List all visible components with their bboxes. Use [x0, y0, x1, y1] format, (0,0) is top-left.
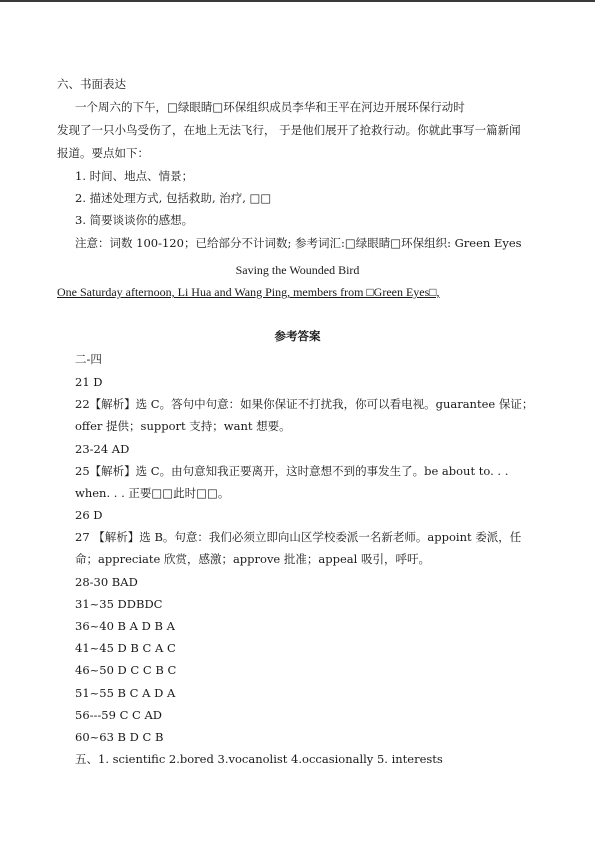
writing-note: 注意：词数 100-120；已给部分不计词数; 参考词汇:□绿眼睛□环保组织: Green Eyes	[75, 236, 522, 250]
essay-opening: One Saturday afternoon, Li Hua and Wang Ping, members from □Green Eyes□,	[57, 285, 440, 299]
answer-line: 命；appreciate 欣赏，感激；approve 批准；appeal 吸引，呼吁。	[75, 552, 430, 566]
answer-line: 51~55 B C A D A	[75, 686, 176, 700]
answer-key-heading: 参考答案	[274, 329, 321, 343]
answer-line: 28-30 BAD	[75, 575, 138, 589]
answer-line: 56---59 C C AD	[75, 708, 163, 722]
answer-line: 46~50 D C C B C	[75, 663, 177, 677]
answer-line: 二-四	[75, 352, 102, 366]
answer-line: offer 提供；support 支持；want 想要。	[75, 419, 291, 433]
requirement-item: 3. 简要谈谈你的感想。	[75, 213, 194, 227]
answer-line: 五、1. scientific 2.bored 3.vocanolist 4.occasionally 5. interests	[75, 752, 443, 766]
answer-line: 36~40 B A D B A	[75, 619, 175, 633]
answer-line: 41~45 D B C A C	[75, 641, 176, 655]
section-heading: 六、书面表达	[57, 77, 126, 91]
answer-line: 22【解析】选 C。答句中句意：如果你保证不打扰我，你可以看电视。guarantee 保证；	[75, 397, 534, 411]
answer-line: 21 D	[75, 375, 103, 389]
answer-line: when. . . 正要□□此时□□。	[75, 486, 230, 500]
prompt-line: 一个周六的下午，□绿眼睛□环保组织成员李华和王平在河边开展环保行动时	[75, 100, 465, 114]
prompt-line: 报道。要点如下：	[57, 146, 149, 160]
requirement-item: 2. 描述处理方式, 包括救助, 治疗, □□	[75, 191, 272, 205]
answer-line: 25【解析】选 C。由句意知我正要离开，这时意想不到的事发生了。be about to. . .	[75, 464, 509, 478]
page-top-border	[0, 0, 595, 2]
answer-line: 26 D	[75, 508, 103, 522]
answer-line: 27 【解析】选 B。句意：我们必须立即向山区学校委派一名新老师。appoint 委派，任	[75, 530, 522, 544]
prompt-line: 发现了一只小鸟受伤了，在地上无法飞行， 于是他们展开了抢救行动。你就此事写一篇新闻	[57, 123, 521, 137]
essay-title: Saving the Wounded Bird	[235, 263, 360, 277]
requirement-item: 1. 时间、地点、情景；	[75, 169, 194, 183]
answer-line: 60~63 B D C B	[75, 730, 164, 744]
answer-line: 23-24 AD	[75, 442, 130, 456]
answer-line: 31~35 DDBDC	[75, 597, 163, 611]
